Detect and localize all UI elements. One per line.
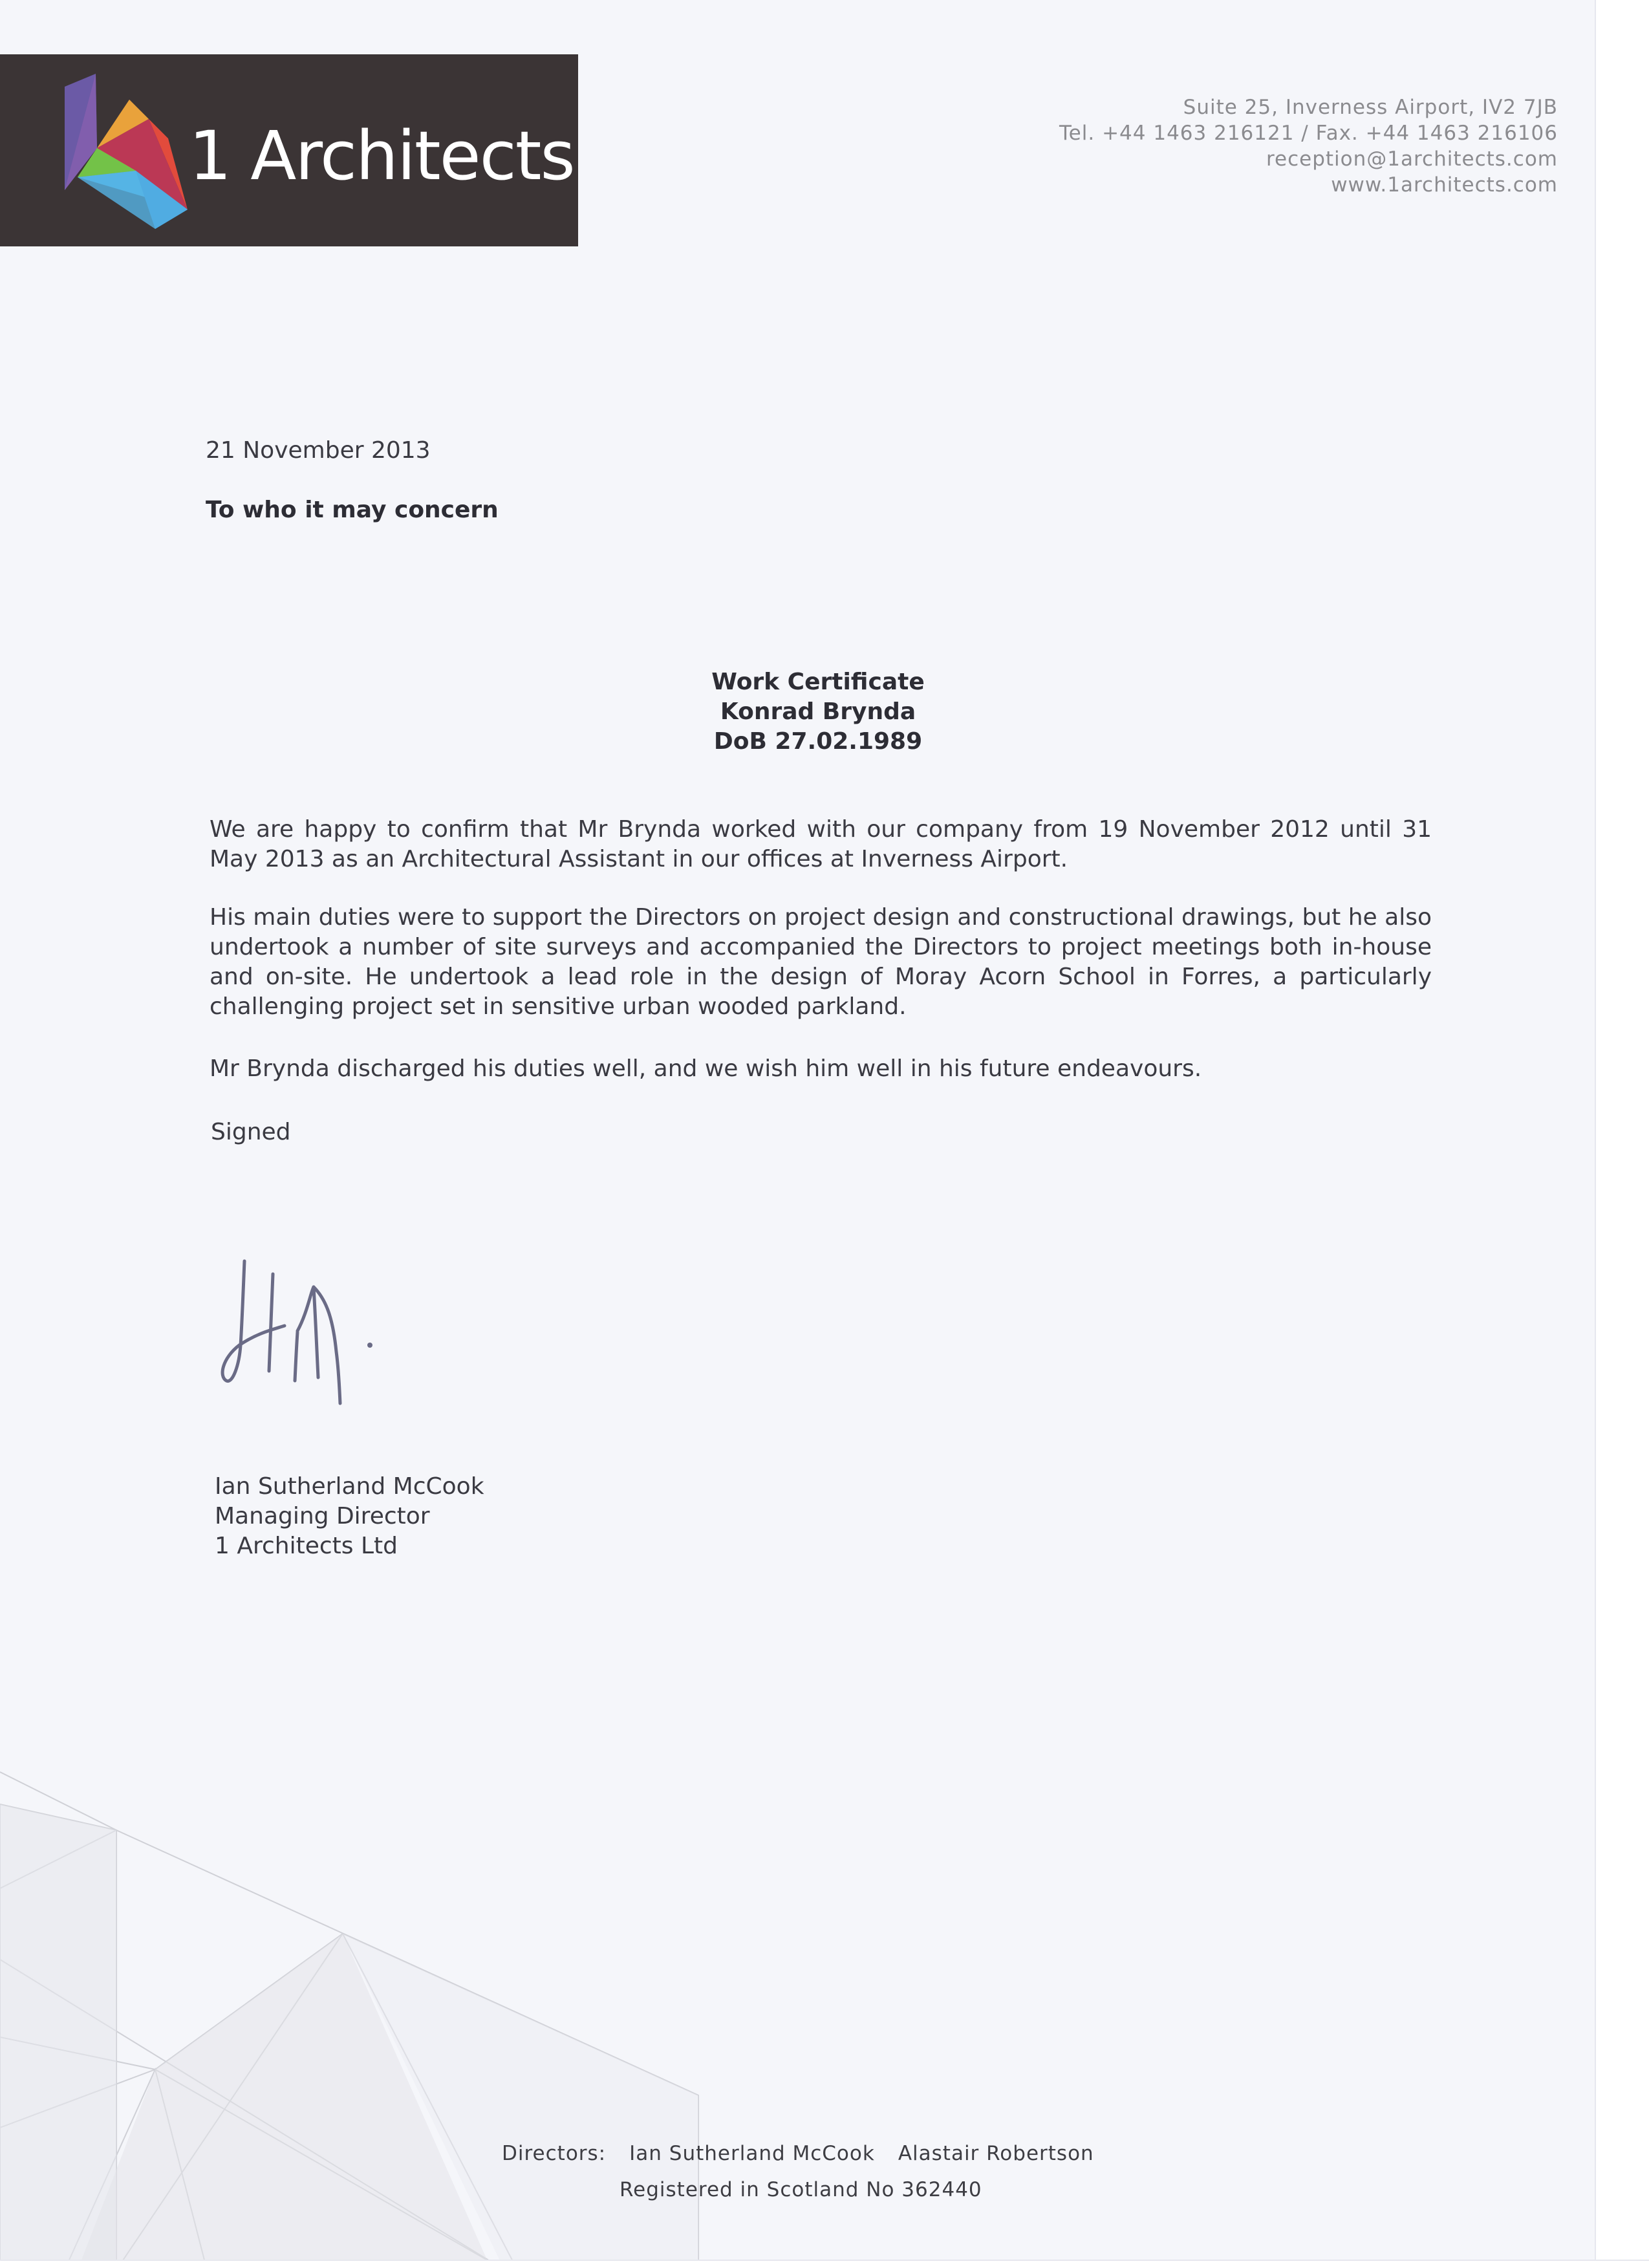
- signatory-role: Managing Director: [215, 1503, 430, 1529]
- signatory-name: Ian Sutherland McCook: [215, 1473, 484, 1500]
- page-right-margin: [1595, 0, 1649, 2268]
- footer-directors: [502, 2142, 1094, 2165]
- footer-geometric-pattern: [0, 1766, 711, 2268]
- page-bottom-margin: [0, 2260, 1649, 2268]
- salutation: To who it may concern: [206, 497, 499, 523]
- signatory-block: [215, 1472, 484, 1561]
- contact-block: [1059, 94, 1558, 198]
- company-logo-text: 1 Architects: [189, 116, 574, 195]
- logo-banner: [0, 54, 578, 246]
- handwritten-signature: [213, 1248, 427, 1416]
- employee-dob: DoB 27.02.1989: [713, 728, 923, 755]
- certificate-heading: Work Certificate: [711, 669, 925, 695]
- directors-label: Directors:: [502, 2142, 607, 2165]
- company-registration: Registered in Scotland No 362440: [620, 2178, 982, 2201]
- director-1: Ian Sutherland McCook: [629, 2142, 875, 2165]
- letter-date: 21 November 2013: [206, 437, 431, 464]
- signatory-company: 1 Architects Ltd: [215, 1533, 398, 1559]
- paragraph-employment-dates: We are happy to confirm that Mr Brynda worked with our company from 19 November 2012 until 31 May 2013 as an Architectural Assistant in our offices at Inverness Airport.: [210, 816, 1432, 872]
- contact-address: Suite 25, Inverness Airport, IV2 7JB: [1183, 96, 1558, 119]
- paragraph-closing: Mr Brynda discharged his duties well, and we wish him well in his future endeavours.: [210, 1055, 1202, 1082]
- contact-email[interactable]: reception@1architects.com: [1266, 147, 1558, 171]
- paragraph-duties: His main duties were to support the Directors on project design and constructional drawings, but he also undertook a number of site surveys and accompanied the Directors to project meetings both in-house and on-site. He undertook a lead role in the design of Moray Acorn School in Forres, a particularly challenging project set in sensitive urban wooded parkland.: [210, 904, 1432, 1020]
- employee-name: Konrad Brynda: [720, 698, 916, 725]
- prism-logo-icon: [58, 74, 200, 229]
- signed-label: Signed: [211, 1119, 291, 1145]
- contact-phone-fax: Tel. +44 1463 216121 / Fax. +44 1463 216106: [1059, 122, 1558, 145]
- contact-website[interactable]: www.1architects.com: [1331, 173, 1558, 197]
- certificate-title-block: [647, 667, 989, 757]
- director-2: Alastair Robertson: [898, 2142, 1094, 2165]
